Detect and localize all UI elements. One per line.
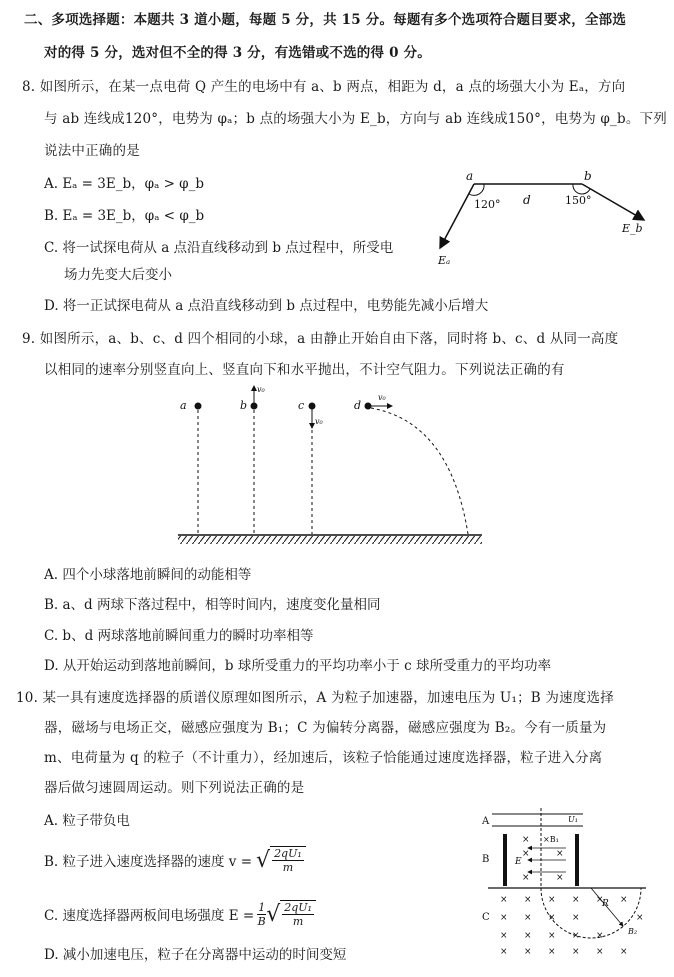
label-E: E: [515, 857, 522, 867]
label-ball-c: c: [298, 399, 305, 412]
b2-cross: ×: [620, 895, 628, 905]
b2-cross: ×: [572, 895, 580, 905]
q10-option-a: A. 粒子带负电: [44, 813, 130, 829]
q9-option-c: C. b、d 两球落地前瞬间重力的瞬时功率相等: [44, 628, 314, 644]
b2-cross: ×: [524, 913, 532, 923]
label-eb: E_b: [622, 222, 643, 235]
b2-cross: ×: [596, 931, 604, 941]
ball-c: [309, 403, 316, 410]
b2-cross: ×: [500, 947, 508, 957]
b2-cross: ×: [596, 947, 604, 957]
label-A: A: [482, 816, 490, 827]
b2-cross: ×: [548, 947, 556, 957]
b2-cross: ×: [548, 931, 556, 941]
q9-option-a: A. 四个小球落地前瞬间的动能相等: [44, 567, 252, 583]
label-ball-d: d: [354, 399, 362, 412]
b2-cross: ×: [596, 895, 604, 905]
b2-cross: ×: [572, 913, 580, 923]
q8-option-c-line2: 场力先变大后变小: [64, 267, 172, 283]
sqrt-sign: √: [256, 847, 271, 873]
q10-c-numerator: 2qU₁: [284, 901, 312, 914]
q10-c-coef-num: 1: [258, 900, 266, 914]
b2-cross: ×: [572, 947, 580, 957]
path-d: [371, 408, 468, 534]
ball-a: [195, 403, 202, 410]
label-B2: B₂: [628, 927, 638, 936]
q10-mass-spectrometer-diagram: [478, 808, 653, 958]
ball-b: [251, 403, 258, 410]
b2-cross: ×: [548, 895, 556, 905]
b1-cross-3: ×: [522, 873, 530, 883]
q10-b-denominator: m: [282, 861, 294, 874]
q8-option-d: D. 将一正试探电荷从 a 点沿直线移动到 b 点过程中，电势能先减小后增大: [44, 298, 489, 314]
label-angle-b: 150°: [565, 194, 592, 207]
b2-cross: ×: [620, 947, 628, 957]
label-B1: ×B₁: [543, 835, 559, 844]
label-R: R: [602, 899, 609, 909]
sqrt-sign-c: √: [266, 901, 281, 927]
q10-option-b-text: B. 粒子进入速度选择器的速度 v =: [44, 854, 253, 870]
q10-c-denominator: m: [292, 915, 304, 928]
q9-stem-line1: 9. 如图所示，a、b、c、d 四个相同的小球，a 由静止开始自由下落，同时将 b、c、d 从同一高度: [22, 331, 619, 347]
label-b: b: [584, 169, 592, 183]
b1-cross-1: ×: [522, 835, 530, 845]
section-header-line1: 二、多项选择题：本题共 3 道小题，每题 5 分，共 15 分。每题有多个选项符合题目要求，全部选: [24, 12, 627, 28]
ea-arrow: [440, 184, 474, 248]
label-C: C: [482, 912, 490, 923]
ground-hatch: [178, 536, 482, 544]
label-angle-a: 120°: [474, 198, 501, 211]
selector-plate-right: [575, 834, 579, 886]
label-a: a: [466, 169, 474, 183]
b2-cross: ×: [636, 913, 644, 923]
label-U1: U₁: [568, 815, 578, 824]
q10-c-coef-den: B: [257, 914, 266, 928]
q10-stem-line1: 10. 某一具有速度选择器的质谱仪原理如图所示，A 为粒子加速器，加速电压为 U₁；B 为速度选择: [16, 690, 614, 706]
label-B: B: [482, 854, 490, 865]
b2-cross: ×: [500, 931, 508, 941]
q10-option-c-text: C. 速度选择器两板间电场强度 E =: [44, 908, 255, 924]
label-ea: Eₐ: [438, 254, 451, 267]
b1-cross-2: ×: [522, 849, 530, 859]
q10-c-fraction: [280, 900, 316, 928]
b2-cross: ×: [572, 931, 580, 941]
b1-cross-5: ×: [556, 873, 564, 883]
q9-stem-line2: 以相同的速率分别竖直向上、竖直向下和水平抛出，不计空气阻力。下列说法正确的有: [44, 362, 565, 378]
q9-option-b: B. a、d 两球下落过程中，相等时间内，速度变化量相同: [44, 597, 381, 613]
b2-cross: ×: [548, 913, 556, 923]
q10-option-c: [44, 897, 316, 931]
q8-field-diagram: [432, 168, 652, 268]
q10-option-d: D. 减小加速电压，粒子在分离器中运动的时间变短: [44, 947, 347, 963]
q8-stem-line2: 与 ab 连线成120°，电势为 φₐ；b 点的场强大小为 E_b，方向与 ab 连线成150°，电势为 φ_b。下列: [44, 111, 667, 127]
label-v0-d: v₀: [378, 393, 386, 402]
ball-d: [365, 403, 372, 410]
section-header-line2: 对的得 5 分，选对但不全的得 3 分，有选错或不选的得 0 分。: [44, 45, 431, 61]
q10-c-coef-fraction: [257, 901, 266, 928]
label-d: d: [523, 193, 531, 207]
label-ball-a: a: [180, 399, 187, 412]
b1-cross-4: ×: [556, 849, 564, 859]
q8-option-a: A. Eₐ = 3E_b，φₐ > φ_b: [44, 176, 205, 192]
q8-stem-line3: 说法中正确的是: [44, 143, 140, 159]
q10-option-b: [44, 843, 306, 877]
q10-stem-line3: m、电荷量为 q 的粒子（不计重力），经加速后，该粒子恰能通过速度选择器，粒子进入分离: [44, 750, 603, 766]
label-ball-b: b: [240, 399, 248, 412]
q9-projectile-diagram: [170, 382, 490, 552]
q8-option-c-line1: C. 将一试探电荷从 a 点沿直线移动到 b 点过程中，所受电: [44, 240, 394, 256]
q9-option-d: D. 从开始运动到落地前瞬间，b 球所受重力的平均功率小于 c 球所受重力的平均功率: [44, 658, 552, 674]
b2-cross: ×: [524, 931, 532, 941]
q10-b-numerator: 2qU₁: [274, 847, 302, 860]
q10-b-fraction: [270, 846, 306, 874]
q8-option-b: B. Eₐ = 3E_b，φₐ < φ_b: [44, 208, 205, 224]
q10-stem-line2: 器，磁场与电场正交，磁感应强度为 B₁；C 为偏转分离器，磁感应强度为 B₂。今有一质量为: [44, 720, 607, 736]
q10-stem-line4: 器后做匀速圆周运动。则下列说法正确的是: [44, 780, 305, 796]
label-v0-b: v₀: [257, 385, 265, 394]
selector-plate-left: [503, 834, 507, 886]
angle-b-arc: [573, 184, 590, 194]
q8-stem-line1: 8. 如图所示，在某一点电荷 Q 产生的电场中有 a、b 两点，相距为 d，a 点的场强大小为 Eₐ，方向: [22, 79, 626, 95]
b2-cross: ×: [500, 895, 508, 905]
b2-cross: ×: [524, 895, 532, 905]
label-v0-c: v₀: [315, 417, 323, 426]
b2-cross: ×: [524, 947, 532, 957]
b2-cross: ×: [500, 913, 508, 923]
